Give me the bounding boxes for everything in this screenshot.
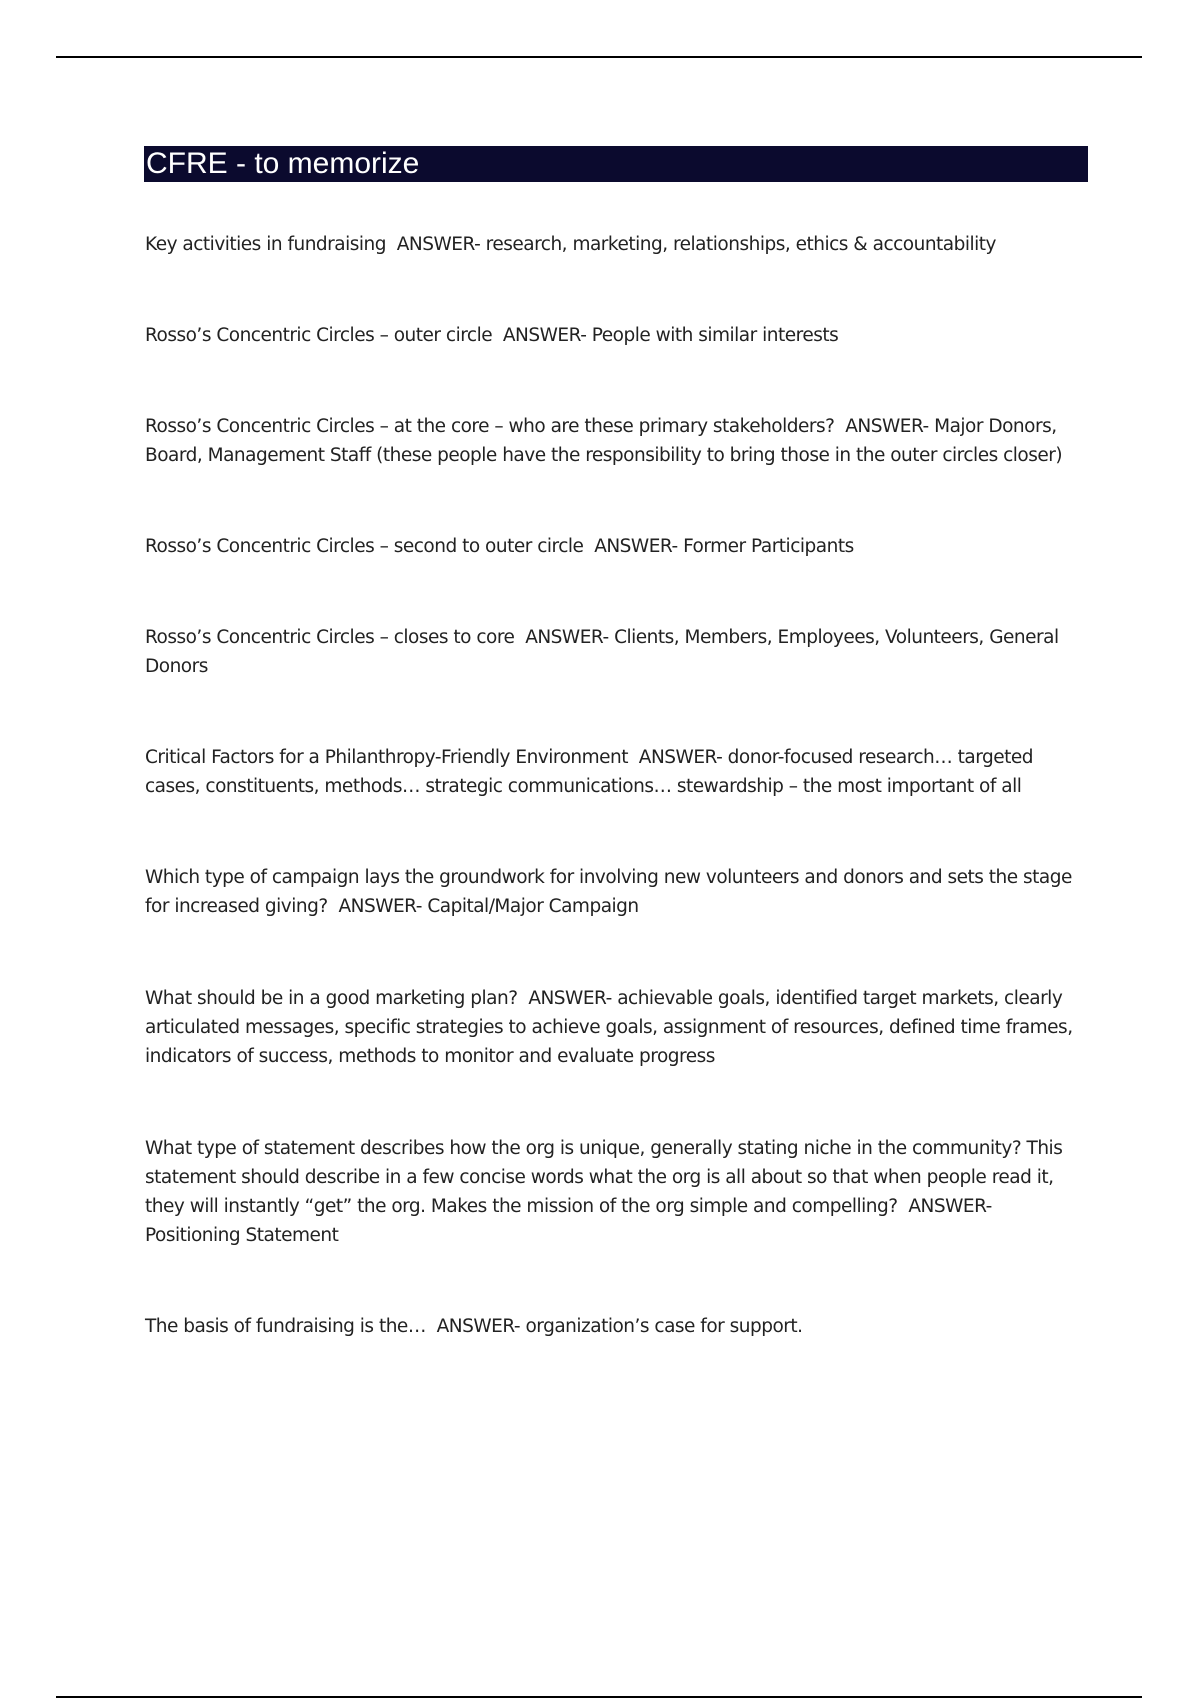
question-text: Which type of campaign lays the groundwork for involving new volunteers and donors and sets the stage for increased giving? <box>145 867 1072 917</box>
answer-text: ANSWER- achievable goals, identified target markets, clearly articulated messages, specific strategies to achieve goals, assignment of resources, defined time frames, indicators of success, methods to monitor and evaluate progress <box>145 988 1073 1067</box>
answer-text: ANSWER- Former Participants <box>594 536 854 557</box>
question-text: Critical Factors for a Philanthropy-Friendly Environment <box>145 747 629 768</box>
answer-text: ANSWER- donor-focused research… targeted cases, constituents, methods… strategic communications… stewardship – the most important of all <box>145 747 1034 797</box>
answer-text: ANSWER- Positioning Statement <box>145 1196 992 1246</box>
question-text: Key activities in fundraising <box>145 234 386 255</box>
question-text: Rosso’s Concentric Circles – at the core – who are these primary stakeholders? <box>145 416 835 437</box>
answer-text: ANSWER- organization’s case for support. <box>436 1316 803 1337</box>
qa-item <box>145 1134 1090 1250</box>
qa-item <box>145 532 1090 561</box>
qa-item <box>145 1312 1090 1341</box>
question-text: What should be in a good marketing plan? <box>145 988 518 1009</box>
question-text: Rosso’s Concentric Circles – outer circle <box>145 325 493 346</box>
page-top-rule <box>56 56 1142 58</box>
answer-text: ANSWER- Capital/Major Campaign <box>338 896 639 917</box>
qa-item <box>145 743 1090 801</box>
question-text: Rosso’s Concentric Circles – second to outer circle <box>145 536 584 557</box>
title-bar <box>144 146 1088 182</box>
question-text: Rosso’s Concentric Circles – closes to core <box>145 627 515 648</box>
qa-item <box>145 321 1090 350</box>
qa-item <box>145 623 1090 681</box>
qa-item <box>145 230 1090 259</box>
question-text: The basis of fundraising is the… <box>145 1316 426 1337</box>
qa-item <box>145 984 1090 1071</box>
answer-text: ANSWER- People with similar interests <box>502 325 839 346</box>
qa-item <box>145 863 1090 921</box>
answer-text: ANSWER- Major Donors, Board, Management Staff (these people have the responsibility to bring those in the outer circles closer) <box>145 416 1063 466</box>
document-title: CFRE - to memorize <box>146 147 420 180</box>
answer-text: ANSWER- Clients, Members, Employees, Volunteers, General Donors <box>145 627 1059 677</box>
answer-text: ANSWER- research, marketing, relationships, ethics & accountability <box>396 234 997 255</box>
question-text: What type of statement describes how the org is unique, generally stating niche in the community? This statement should describe in a few concise words what the org is all about so that when people read it, they will instantly “get” the org. Makes the mission of the org simple and compelling? <box>145 1138 1063 1217</box>
qa-item <box>145 412 1090 470</box>
page-bottom-rule <box>56 1696 1142 1698</box>
